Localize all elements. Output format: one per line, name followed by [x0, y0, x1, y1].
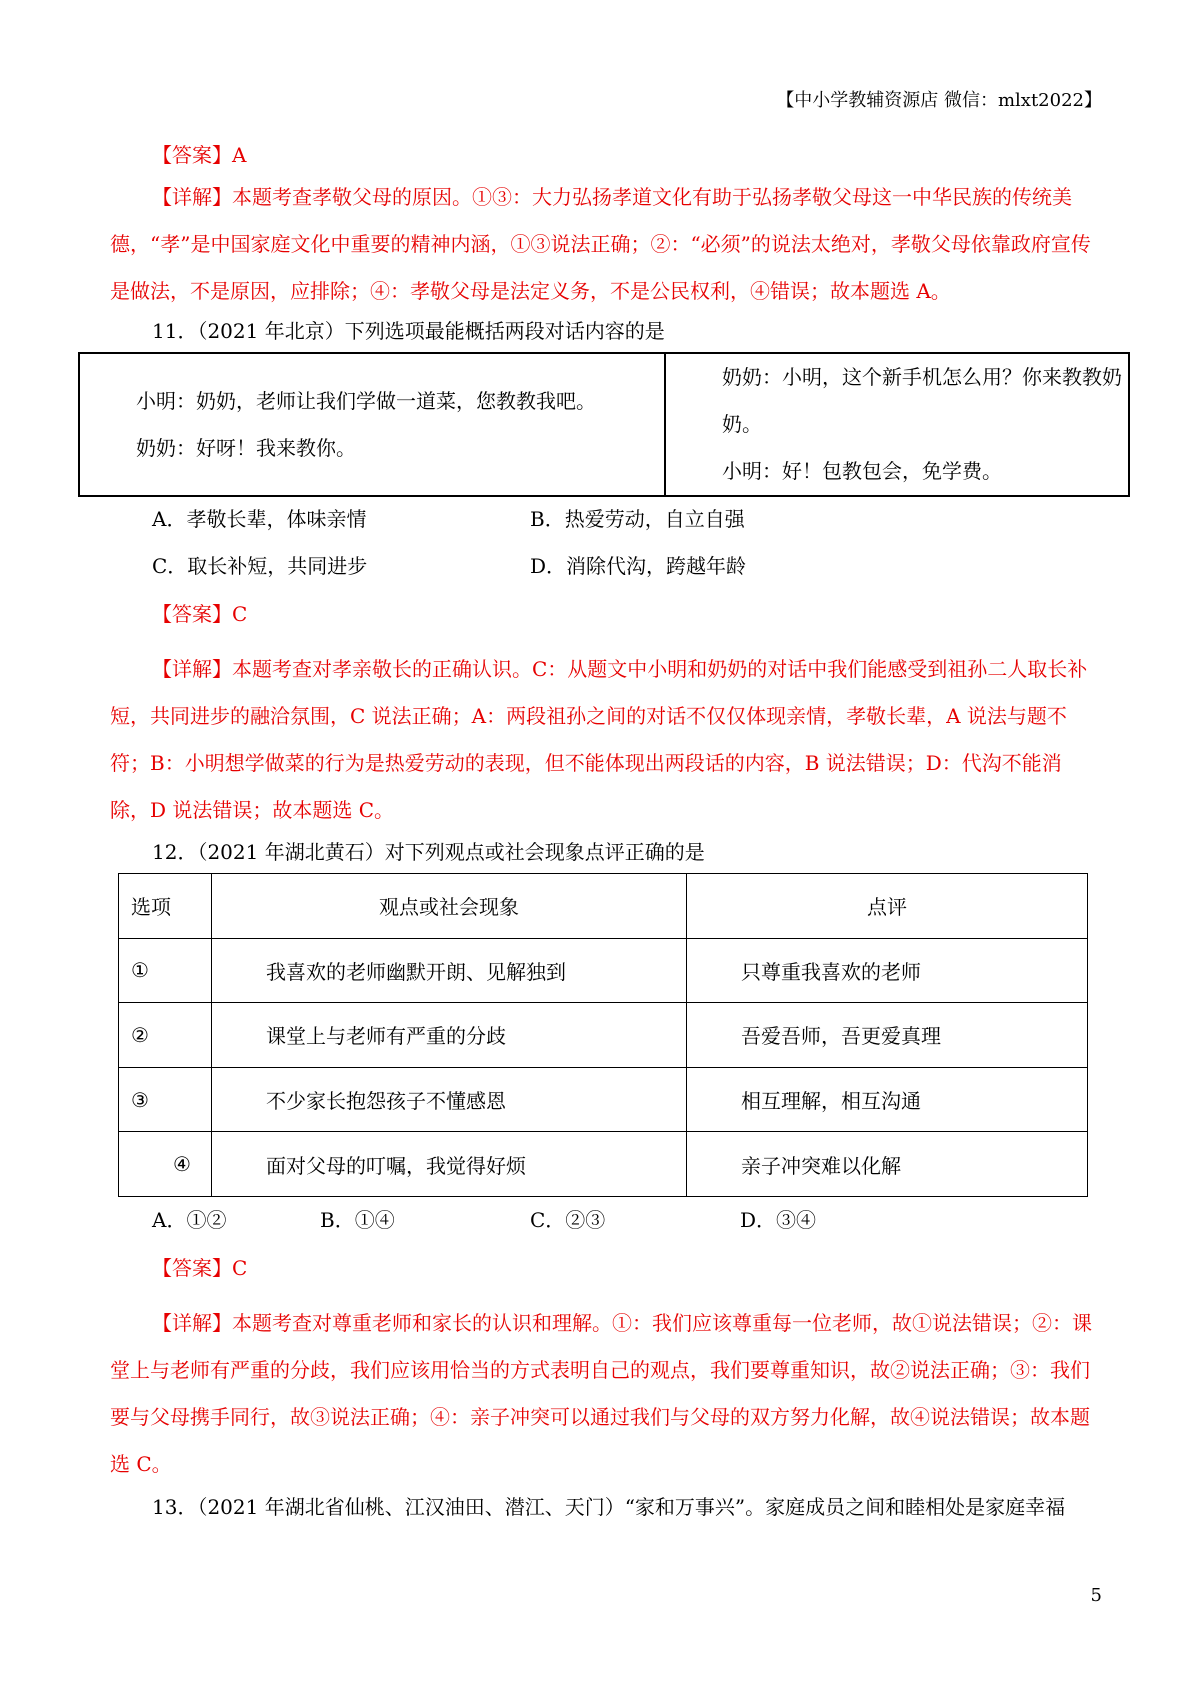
table-cell: 课堂上与老师有严重的分歧	[212, 1003, 687, 1068]
table-cell: ①	[119, 938, 212, 1003]
dialog-right	[665, 353, 1129, 496]
page-number: 5	[1090, 1585, 1102, 1606]
q10-answer: 【答案】A	[152, 143, 247, 167]
q11-answer: 【答案】C	[152, 602, 248, 626]
page-header: 【中小学教辅资源店 微信：mlxt2022】	[776, 90, 1102, 111]
q11-detail: 【详解】本题考查对孝亲敬长的正确认识。C：从题文中小明和奶奶的对话中我们能感受到祖孙二人取长补短，共同进步的融洽氛围，C 说法正确；A：两段祖孙之间的对话不仅仅体现亲情，孝敬长辈，A 说法与题不符；B：小明想学做菜的行为是热爱劳动的表现，但不能体现出两段话的内容，B 说法错误；D：代沟不能消除，D 说法错误；故本题选 C。	[110, 657, 1088, 822]
q12-detail: 【详解】本题考查对尊重老师和家长的认识和理解。①：我们应该尊重每一位老师，故①说法错误；②：课堂上与老师有严重的分歧，我们应该用恰当的方式表明自己的观点，我们要尊重知识，故②说法正确；③：我们要与父母携手同行，故③说法正确；④：亲子冲突可以通过我们与父母的双方努力化解，故④说法错误；故本题选 C。	[110, 1311, 1092, 1476]
table-row	[119, 1003, 1088, 1068]
table-cell: 不少家长抱怨孩子不懂感恩	[212, 1067, 687, 1132]
table-cell: 只尊重我喜欢的老师	[687, 938, 1088, 1003]
q12-stem: 12．（2021 年湖北黄石）对下列观点或社会现象点评正确的是	[152, 840, 705, 864]
q12-answer: 【答案】C	[152, 1256, 248, 1280]
table-cell: 面对父母的叮嘱，我觉得好烦	[212, 1132, 687, 1197]
q12-option-c: C．②③	[530, 1208, 606, 1232]
table-cell: ②	[119, 1003, 212, 1068]
table-cell: ③	[119, 1067, 212, 1132]
q12-option-b: B．①④	[320, 1208, 395, 1232]
table-header-cell: 选项	[119, 874, 212, 939]
dialog-left-line-1: 小明：奶奶，老师让我们学做一道菜，您教教我吧。	[136, 388, 596, 413]
q13-stem: 13．（2021 年湖北省仙桃、江汉油田、潜江、天门）“家和万事兴”。家庭成员之间和睦相处是家庭幸福	[152, 1495, 1066, 1519]
table-cell: 亲子冲突难以化解	[687, 1132, 1088, 1197]
q11-stem: 11．（2021 年北京）下列选项最能概括两段对话内容的是	[152, 319, 665, 343]
q11-option-d: D．消除代沟，跨越年龄	[530, 554, 747, 578]
q12-table	[118, 873, 1088, 1197]
dialog-left	[79, 353, 665, 496]
table-row	[119, 938, 1088, 1003]
table-cell: 相互理解，相互沟通	[687, 1067, 1088, 1132]
q11-option-c: C．取长补短，共同进步	[152, 554, 368, 578]
dialog-right-line-2: 小明：好！包教包会，免学费。	[722, 459, 1002, 483]
table-header-row	[119, 874, 1088, 939]
q11-dialog-box	[78, 352, 1130, 497]
table-header-cell: 观点或社会现象	[212, 874, 687, 939]
table-row	[119, 1132, 1088, 1197]
table-cell: 吾爱吾师，吾更爱真理	[687, 1003, 1088, 1068]
q10-detail: 【详解】本题考查孝敬父母的原因。①③：大力弘扬孝道文化有助于弘扬孝敬父母这一中华民族的传统美德，“孝”是中国家庭文化中重要的精神内涵，①③说法正确；②：“必须”的说法太绝对，孝敬父母依靠政府宣传是做法，不是原因，应排除；④：孝敬父母是法定义务，不是公民权利，④错误；故本题选 A。	[110, 185, 1091, 303]
dialog-left-line-2: 奶奶：好呀！我来教你。	[136, 435, 356, 460]
q12-option-a: A．①②	[152, 1208, 227, 1232]
table-cell: ④	[119, 1132, 212, 1197]
table-cell: 我喜欢的老师幽默开朗、见解独到	[212, 938, 687, 1003]
q11-option-b: B．热爱劳动，自立自强	[530, 507, 745, 531]
table-header-cell: 点评	[687, 874, 1088, 939]
q12-option-d: D．③④	[740, 1208, 817, 1232]
q11-option-a: A．孝敬长辈，体味亲情	[152, 507, 367, 531]
dialog-right-line-1: 奶奶：小明，这个新手机怎么用？你来教教奶奶。	[722, 365, 1122, 436]
table-row	[119, 1067, 1088, 1132]
